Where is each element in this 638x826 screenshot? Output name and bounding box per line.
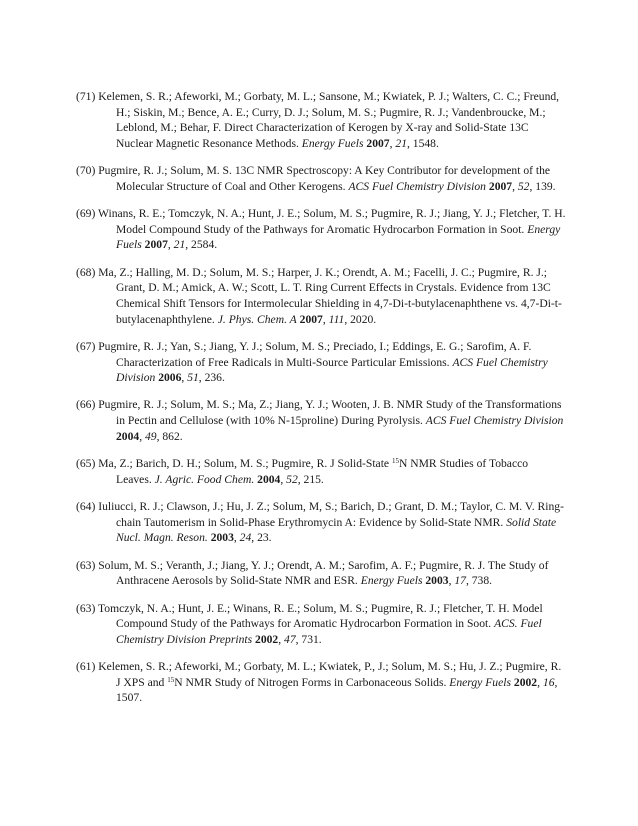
reference-pages: 1507. xyxy=(116,691,143,705)
reference-pages: 738. xyxy=(471,574,493,588)
reference-title: 13C NMR Spectroscopy: A Key Contributor for development of the Molecular Structure of Coal and Other Kerogens. xyxy=(116,164,551,193)
reference-pages: 862. xyxy=(162,429,183,443)
reference-title: Characterization of Free Radicals in Multi-Source Particular Emissions. xyxy=(116,355,450,369)
reference-authors: Kelemen, S. R.; Afeworki, M.; Gorbaty, M. L.; Kwiatek, P., J.; Solum, M. S.; Hu, J. Z.; Pugmire, R. J xyxy=(98,660,562,689)
reference-number: (70) xyxy=(76,164,96,178)
reference-title: Solid-State xyxy=(337,457,390,471)
reference-volume: 111 xyxy=(328,312,345,326)
reference-pages: 2584. xyxy=(191,238,218,252)
reference-title: Ring-chain Tautomerism in Solid-Phase Erythromycin A: Evidence by Solid-State NMR. xyxy=(116,500,564,529)
reference-number: (65) xyxy=(76,457,96,471)
reference-number: (69) xyxy=(76,207,96,221)
reference-authors: Pugmire, R. J.; Yan, S.; Jiang, Y. J.; Solum, M. S.; Preciado, I.; Eddings, E. G.; Sarofim, A. F. xyxy=(98,339,532,353)
reference-volume: 52 xyxy=(517,179,530,193)
reference-volume: 47 xyxy=(284,632,296,646)
reference-volume: 52 xyxy=(286,472,298,486)
reference-pages: 731. xyxy=(301,632,322,646)
reference-item: (64) Iuliucci, R. J.; Clawson, J.; Hu, J. Z.; Solum, M, S.; Barich, D.; Grant, D. M.; Taylor, C. M. V. Ring-chain Tautomerism in Solid-Phase Erythromycin A: Evidence by Solid-State NMR. Solid State Nucl. Magn. Reson. 2003, 24, 23. xyxy=(76,500,564,545)
reference-number: (71) xyxy=(76,90,96,103)
reference-authors: Kelemen, S. R.; Afeworki, M.; Gorbaty, M. L.; Sansone, M.; Kwiatek, P. J.; Walters, C. C.; Freund, H.; Siskin, M.; Bence, A. E.; Curry, D. J.; Solum, M. S.; Pugmire, R. J.; Vandenbroucke, M.; Leblond, M.; Behar, F. xyxy=(98,90,560,135)
reference-pages: 236. xyxy=(204,371,225,385)
reference-volume: 51 xyxy=(187,371,199,385)
reference-pages: 23. xyxy=(257,531,272,545)
reference-pages: 139. xyxy=(535,179,556,193)
reference-title: XPS and xyxy=(123,675,165,689)
reference-volume: 49 xyxy=(144,429,157,443)
reference-item: (63) Tomczyk, N. A.; Hunt, J. E.; Winans, R. E.; Solum, M. S.; Pugmire, R. J.; Fletcher, T. H. Model Compound Study of the Pathways for Aromatic Hydrocarbon Formation in Soot. ACS. Fuel Chemistry Division Preprints 2002, 47, 731. xyxy=(76,601,543,646)
reference-item: (66) Pugmire, R. J.; Solum, M. S.; Ma, Z.; Jiang, Y. J.; Wooten, J. B. NMR Study of the Transformations in Pectin and Cellulose (with 10% N-15proline) During Pyrolysis. ACS Fuel Chemistry Division 2004, 49, 862. xyxy=(76,398,564,443)
reference-item: (69) Winans, R. E.; Tomczyk, N. A.; Hunt, J. E.; Solum, M. S.; Pugmire, R. J.; Jiang, Y. J.; Fletcher, T. H. Model Compound Study of the Pathways for Aromatic Hydrocarbon Formation in Soot. Energy Fuels 2007, 21, 2584. xyxy=(76,207,566,252)
reference-number: (67) xyxy=(76,339,96,353)
reference-journal: Solid State Nucl. Magn. Reson. xyxy=(116,515,557,545)
reference-title: Model Compound Study of the Pathways for Aromatic Hydrocarbon Formation in Soot. xyxy=(116,222,525,236)
reference-year: 2003 xyxy=(425,574,449,588)
reference-year: 2003 xyxy=(210,531,234,545)
reference-title-continued: N NMR Studies of Tobacco Leaves. xyxy=(116,457,529,486)
reference-volume: 21 xyxy=(395,136,407,150)
reference-journal: ACS. Fuel Chemistry Division Preprints xyxy=(116,617,542,646)
reference-year: 2002 xyxy=(513,675,538,689)
reference-number: (63) xyxy=(76,601,96,615)
reference-number: (63) xyxy=(76,558,96,572)
reference-pages: 2020. xyxy=(350,312,377,326)
reference-journal: J. Agric. Food Chem. xyxy=(154,472,255,486)
reference-item: (67) Pugmire, R. J.; Yan, S.; Jiang, Y. J.; Solum, M. S.; Preciado, I.; Eddings, E. G.; Sarofim, A. F. Characterization of Free Radicals in Multi-Source Particular Emissions. ACS Fuel Chemistry Division 2006, 51, 236. xyxy=(76,339,548,385)
reference-journal: Energy Fuels xyxy=(301,136,364,150)
reference-authors: Ma, Z.; Halling, M. D.; Solum, M. S.; Harper, J. K.; Orendt, A. M.; Facelli, J. C.; Pugmire, R. J.; Grant, D. M.; Amick, A. W.; Scott, L. T. xyxy=(98,265,548,295)
reference-title: NMR Study of the Transformations in Pectin and Cellulose (with 10% N-15proline) During Pyrolysis. xyxy=(116,398,562,428)
reference-list xyxy=(76,89,566,718)
reference-journal: Energy Fuels xyxy=(449,675,511,689)
reference-item: (71) Kelemen, S. R.; Afeworki, M.; Gorbaty, M. L.; Sansone, M.; Kwiatek, P. J.; Walters, C. C.; Freund, H.; Siskin, M.; Bence, A. E.; Curry, D. J.; Solum, M. S.; Pugmire, R. J.; Vandenbroucke, M.; Leblond, M.; Behar, F. Direct Characterization of Kerogen by X-ray and Solid-State 13C Nuclear Magnetic Resonance Methods. Energy Fuels 2007, 21, 1548. xyxy=(76,90,560,150)
reference-number: (68) xyxy=(76,265,96,279)
isotope-superscript: 15 xyxy=(167,675,175,684)
reference-item: (65) Ma, Z.; Barich, D. H.; Solum, M. S.; Pugmire, R. J Solid-State $^{15}$N NMR Studies of Tobacco Leaves. J. Agric. Food Chem. 2004, 52, 215. xyxy=(76,457,529,486)
reference-volume: 24 xyxy=(239,531,252,545)
reference-item: (63) Solum, M. S.; Veranth, J.; Jiang, Y. J.; Orendt, A. M.; Sarofim, A. F.; Pugmire, R. J. The Study of Anthracene Aerosols by Solid-State NMR and ESR. Energy Fuels 2003, 17, 738. xyxy=(76,558,549,588)
reference-authors: Iuliucci, R. J.; Clawson, J.; Hu, J. Z.; Solum, M, S.; Barich, D.; Grant, D. M.; Taylor, C. M. V. xyxy=(98,500,535,514)
reference-number: (61) xyxy=(76,660,96,674)
reference-year: 2006 xyxy=(158,371,182,385)
reference-journal: J. Phys. Chem. A xyxy=(217,312,297,326)
reference-item: (68) Ma, Z.; Halling, M. D.; Solum, M. S.; Harper, J. K.; Orendt, A. M.; Facelli, J. C.; Pugmire, R. J.; Grant, D. M.; Amick, A. W.; Scott, L. T. Ring Current Effects in Crystals. Evidence from 13C Chemical Shift Tensors for Intermolecular Shielding in 4,7-Di-t-butylacenaphthene vs. 4,7-Di-t-butylacenaphthylene. J. Phys. Chem. A 2007, 111, 2020. xyxy=(76,265,562,326)
reference-authors: Solum, M. S.; Veranth, J.; Jiang, Y. J.; Orendt, A. M.; Sarofim, A. F.; Pugmire, R. J. xyxy=(98,558,486,572)
isotope-superscript: 15 xyxy=(391,457,399,466)
reference-journal: Energy Fuels xyxy=(360,574,423,588)
reference-title: Direct Characterization of Kerogen by X-ray and Solid-State 13C Nuclear Magnetic Resonance Methods. xyxy=(116,121,529,150)
reference-item: (61) Kelemen, S. R.; Afeworki, M.; Gorbaty, M. L.; Kwiatek, P., J.; Solum, M. S.; Hu, J. Z.; Pugmire, R. J XPS and $^{15}$N NMR Study of Nitrogen Forms in Carbonaceous Solids. Energy Fuels 2002, 16, 1507. xyxy=(76,660,562,705)
reference-item: (70) Pugmire, R. J.; Solum, M. S. 13C NMR Spectroscopy: A Key Contributor for development of the Molecular Structure of Coal and Other Kerogens. ACS Fuel Chemistry Division 2007, 52, 139. xyxy=(76,164,556,193)
reference-year: 2007 xyxy=(144,238,168,252)
reference-year: 2002 xyxy=(255,632,279,646)
reference-number: (64) xyxy=(76,500,96,514)
reference-year: 2004 xyxy=(257,472,281,486)
reference-authors: Pugmire, R. J.; Solum, M. S. xyxy=(98,164,232,178)
reference-authors: Winans, R. E.; Tomczyk, N. A.; Hunt, J. E.; Solum, M. S.; Pugmire, R. J.; Jiang, Y. J.; Fletcher, T. H. xyxy=(98,207,566,221)
reference-volume: 17 xyxy=(454,574,466,588)
reference-volume: 21 xyxy=(173,238,186,252)
reference-journal: Energy Fuels xyxy=(116,222,561,252)
reference-year: 2004 xyxy=(116,429,140,443)
reference-title: Model Compound Study of the Pathways for Aromatic Hydrocarbon Formation in Soot. xyxy=(116,601,543,631)
reference-pages: 215. xyxy=(303,472,324,486)
reference-year: 2007 xyxy=(366,136,390,150)
reference-authors: Pugmire, R. J.; Solum, M. S.; Ma, Z.; Jiang, Y. J.; Wooten, J. B. xyxy=(98,398,394,412)
reference-title-continued: N NMR Study of Nitrogen Forms in Carbonaceous Solids. xyxy=(174,675,447,689)
reference-title: The Study of Anthracene Aerosols by Solid-State NMR and ESR. xyxy=(116,558,549,588)
reference-year: 2007 xyxy=(488,179,513,193)
reference-journal: ACS Fuel Chemistry Division xyxy=(116,355,548,385)
reference-volume: 16 xyxy=(542,675,555,689)
reference-authors: Ma, Z.; Barich, D. H.; Solum, M. S.; Pugmire, R. J xyxy=(98,457,335,471)
reference-journal: ACS Fuel Chemistry Division xyxy=(348,179,486,193)
reference-number: (66) xyxy=(76,398,96,412)
reference-authors: Tomczyk, N. A.; Hunt, J. E.; Winans, R. E.; Solum, M. S.; Pugmire, R. J.; Fletcher, T. H. xyxy=(98,601,510,615)
reference-journal: ACS Fuel Chemistry Division xyxy=(425,414,564,428)
reference-year: 2007 xyxy=(299,312,323,326)
reference-title: Ring Current Effects in Crystals. Evidence from 13C Chemical Shift Tensors for Intermolecular Shielding in 4,7-Di-t-butylacenaphthene vs. 4,7-Di-t-butylacenaphthylene. xyxy=(116,281,562,326)
reference-pages: 1548. xyxy=(412,136,439,150)
